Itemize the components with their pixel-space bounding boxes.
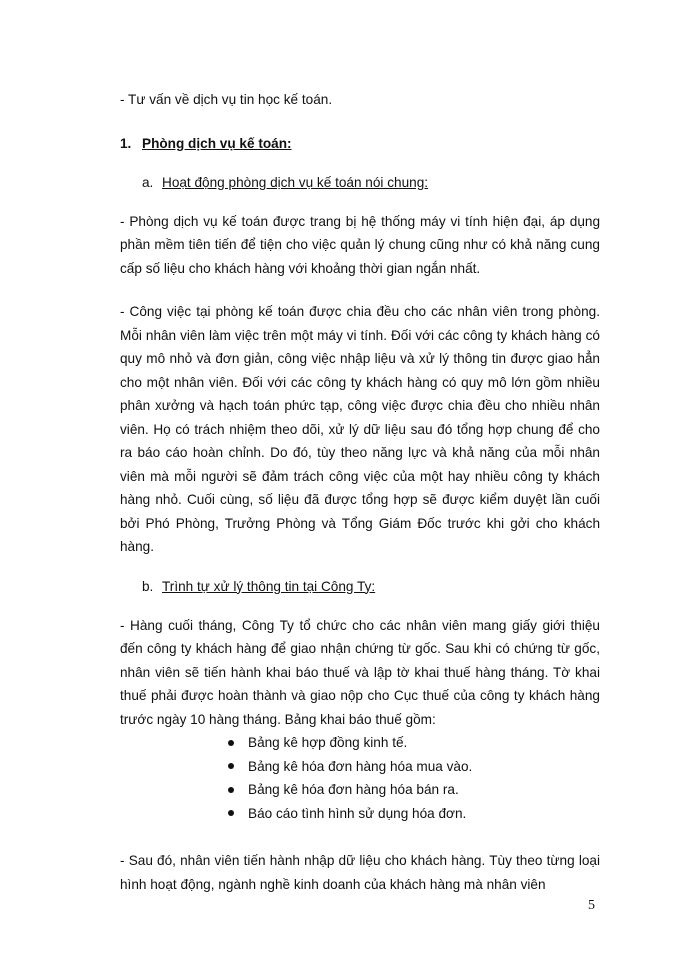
paragraph-monthly-process: - Hàng cuối tháng, Công Ty tổ chức cho các nhân viên mang giấy giới thiệu đến công ty khách hàng để giao nhận chứng từ gốc. Sau khi có chứng từ gốc, nhân viên sẽ tiến hành khai báo thuế và lập tờ khai thuế hàng tháng. Tờ khai thuế phải được hoàn thành và giao nộp cho Cục thuế của công ty khách hàng trước ngày 10 hàng tháng. Bảng khai báo thuế gồm: — [120, 617, 600, 727]
list-item-text: Bảng kê hợp đồng kinh tế. — [248, 735, 408, 750]
intro-line: - Tư vấn về dịch vụ tin học kế toán. — [120, 92, 333, 107]
paragraph-data-entry: - Sau đó, nhân viên tiến hành nhập dữ liệu cho khách hàng. Tùy theo từng loại hình hoạt động, ngành nghề kinh doanh của khách hàng mà nhân viên — [120, 853, 600, 892]
bullet-icon — [228, 810, 234, 816]
section-title: Phòng dịch vụ kế toán: — [142, 135, 292, 151]
subsection-title: Trình tự xử lý thông tin tại Công Ty: — [162, 578, 376, 594]
subsection-letter: b. — [142, 578, 154, 594]
bullet-icon — [228, 740, 234, 746]
list-item-text: Báo cáo tình hình sử dụng hóa đơn. — [248, 805, 467, 821]
list-item-text: Bảng kê hóa đơn hàng hóa bán ra. — [248, 782, 459, 797]
bullet-icon — [228, 787, 234, 793]
list-item — [228, 755, 600, 779]
section-number: 1. — [120, 135, 132, 151]
paragraph-work-division: - Công việc tại phòng kế toán được chia đều cho các nhân viên trong phòng. Mỗi nhân viên làm việc trên một máy vi tính. Đối với các công ty khách hàng có quy mô nhỏ và đơn giản, công việc nhập liệu và xử lý thông tin được giao hẳn cho một nhân viên. Đối với các công ty khách hàng có quy mô lớn gồm nhiều phân xưởng và hạch toán phức tạp, công việc được chia đều cho nhiều nhân viên. Họ có trách nhiệm theo dõi, xử lý dữ liệu sau đó tổng hợp chung để cho ra báo cáo hoàn chỉnh. Do đó, tùy theo năng lực và khả năng của mỗi nhân viên mà mỗi người sẽ đảm trách công việc của một hay nhiều công ty khách hàng nhỏ. Cuối cùng, số liệu đã được tổng hợp sẽ được kiểm duyệt lần cuối bởi Phó Phòng, Trưởng Phòng và Tổng Giám Đốc trước khi gởi cho khách hàng. — [120, 304, 600, 554]
subsection-letter: a. — [142, 174, 154, 190]
subsection-heading-b — [120, 579, 600, 594]
section-heading-1 — [120, 136, 600, 151]
list-item — [228, 731, 600, 755]
paragraph-equipment: - Phòng dịch vụ kế toán được trang bị hệ thống máy vi tính hiện đại, áp dụng phần mềm tiên tiến để tiện cho việc quản lý chung cũng như có khả năng cung cấp số liệu cho khách hàng với khoảng thời gian ngắn nhất. — [120, 213, 600, 276]
list-item — [228, 778, 600, 802]
list-item — [228, 802, 600, 826]
subsection-title: Hoạt động phòng dịch vụ kế toán nói chung: — [162, 174, 429, 190]
tax-items-list — [120, 731, 600, 825]
page-number: 5 — [588, 898, 595, 913]
subsection-heading-a — [120, 175, 600, 190]
page-content — [120, 88, 600, 896]
bullet-icon — [228, 763, 234, 769]
list-item-text: Bảng kê hóa đơn hàng hóa mua vào. — [248, 758, 473, 774]
